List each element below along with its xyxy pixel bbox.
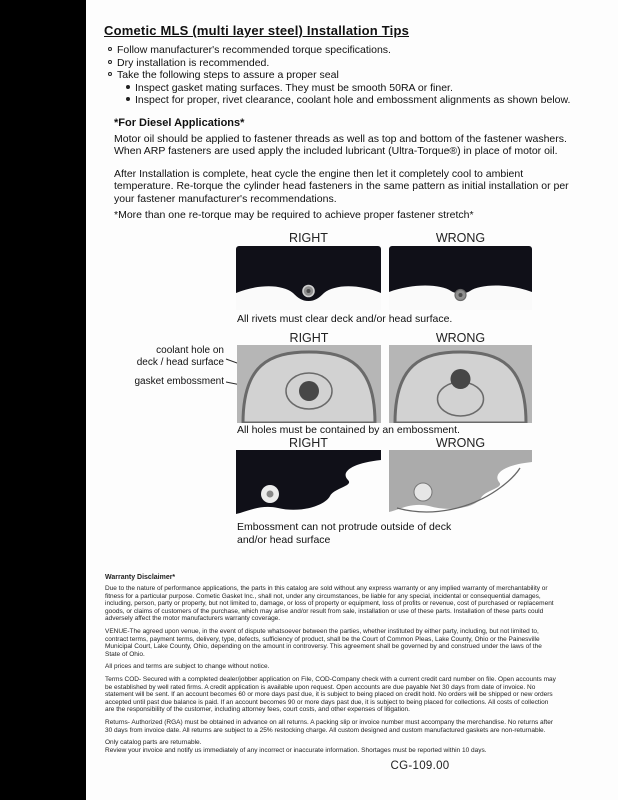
coolant-hole-label	[118, 345, 224, 368]
warranty-paragraph: Only catalog parts are returnable.	[105, 739, 202, 747]
warranty-heading: Warranty Disclaimer*	[105, 574, 176, 581]
list-item	[108, 69, 578, 82]
page-code-footer: CG-109.00	[390, 760, 450, 772]
diagram-rivet-wrong-image	[389, 246, 532, 310]
list-item	[108, 44, 578, 57]
diagram-embossment-wrong-image	[389, 345, 532, 423]
warranty-paragraph: Terms COD- Secured with a completed dealer/jobber application on File, COD-Company check with a current credit card number on file. Open accounts may be established by well rated firms. A credit application is available upon request. Open accounts are due payable Net 30 days from date of invoice. No statement will be sent. If an account becomes 60 or more days past due, it is subject to being placed on credit hold. No orders will be shipped or new orders accepted until past due balance is paid. If an account becomes 90 or more days past due, it is subject to being placed for collections. All costs of collection are the responsibility of the customer, including attorney fees, court costs, and other expenses of litigation.	[105, 675, 556, 714]
diagram-protrusion-wrong-image	[389, 450, 532, 518]
tip-text: Take the following steps to assure a proper seal	[117, 69, 339, 82]
right-label-row3: RIGHT	[289, 436, 328, 450]
warranty-paragraph: All prices and terms are subject to change without notice.	[105, 663, 270, 671]
warranty-paragraph: Due to the nature of performance applications, the parts in this catalog are sold without any express warranty or any implied warranty of merchantability or fitness for a particular purpose. Cometic Gasket Inc., shall not, under any circumstances, be liable for any special, incidental or consequential damages, including, person, party or property, but not limited to, damage, or loss of property or equipment, loss of profits or revenue, cost of purchased or replacement goods, or claims of customers of the purchase, which may arise and/or result from sale, installation or use of these parts. Installation of these parts could adversely affect the motor manufacturers warranty coverage.	[105, 585, 554, 623]
installation-tips-list	[108, 44, 578, 107]
list-subitem	[126, 82, 578, 95]
diesel-paragraph-1: Motor oil should be applied to fastener threads as well as top and bottom of the fastener washers. When ARP fasteners are used apply the included lubricant (Ultra-Torque®) in place of motor oil.	[114, 133, 567, 158]
diesel-applications-heading: *For Diesel Applications*	[114, 117, 245, 129]
retorque-note: *More than one re-torque may be required to achieve proper fastener stretch*	[114, 209, 474, 221]
binder-spine	[0, 0, 86, 800]
gasket-embossment-label: gasket embossment	[134, 376, 224, 387]
filled-bullet-icon	[126, 85, 130, 89]
coolant-hole-label-line2: deck / head surface	[136, 356, 224, 368]
tip-text: Inspect for proper, rivet clearance, coolant hole and embossment alignments as shown below.	[135, 94, 571, 107]
right-label-row1: RIGHT	[289, 231, 328, 245]
tip-text: Dry installation is recommended.	[117, 56, 270, 69]
wrong-label-row3: WRONG	[435, 436, 486, 450]
diagram-protrusion-right-image	[236, 450, 381, 518]
open-bullet-icon	[108, 60, 112, 64]
diesel-paragraph-2: After Installation is complete, heat cycle the engine then let it completely cool to ambient temperature. Re-torque the cylinder head fasteners in the same pattern as initial installation or per your fastener manufacturer's recommendations.	[114, 168, 569, 205]
warranty-disclaimer-section	[105, 574, 557, 759]
caption-embossment-line2: and/or head surface	[237, 534, 331, 546]
caption-embossment-line1: Embossment can not protrude outside of deck	[237, 521, 452, 533]
wrong-label-row2: WRONG	[435, 331, 486, 345]
caption-rivets: All rivets must clear deck and/or head surface.	[237, 313, 453, 325]
caption-embossment	[237, 521, 451, 547]
open-bullet-icon	[108, 47, 112, 51]
list-subitem	[126, 94, 578, 107]
tip-text: Inspect gasket mating surfaces. They must be smooth 50RA or finer.	[135, 81, 453, 94]
tip-text: Follow manufacturer's recommended torque specifications.	[117, 44, 391, 56]
coolant-hole-label-line1: coolant hole on	[156, 345, 224, 356]
open-bullet-icon	[108, 72, 112, 76]
right-label-row2: RIGHT	[289, 331, 329, 345]
diagram-rivet-right-image	[236, 246, 381, 310]
list-item	[108, 57, 578, 70]
diagram-embossment-right-image	[237, 345, 381, 423]
warranty-paragraph: VENUE-The agreed upon venue, in the event of dispute whatsoever between the parties, whether instituted by either party, including, but not limited to, contract terms, payment terms, delivery, type, defects, sufficiency of product, shall be the Court of Common Pleas, Lake County, Ohio or the Painesville Municipal Court, Lake County, Ohio, depending on the amount in controversy. This agreement shall be governed by and construed under the laws of the State of Ohio.	[105, 627, 542, 658]
warranty-paragraph: Review your invoice and notify us immediately of any incorrect or inaccurate information. Shortages must be reported within 10 days.	[105, 746, 487, 754]
warranty-paragraph: Returns- Authorized (RGA) must be obtained in advance on all returns. A packing slip or invoice number must accompany the merchandise. No returns after 30 days from invoice date. All returns are subject to a 25% restocking charge. All custom designed and custom manufactured gaskets are non-returnable.	[105, 718, 554, 734]
caption-holes: All holes must be contained by an embossment.	[237, 424, 460, 436]
filled-bullet-icon	[126, 97, 130, 101]
page-title: Cometic MLS (multi layer steel) Installation Tips	[104, 23, 410, 38]
wrong-label-row1: WRONG	[435, 231, 486, 245]
